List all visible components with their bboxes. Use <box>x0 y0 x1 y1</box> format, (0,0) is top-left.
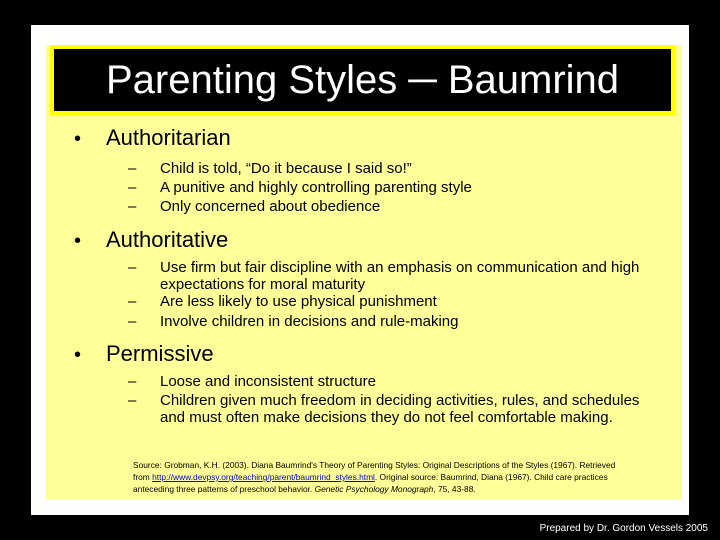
dash-icon: – <box>128 259 137 276</box>
source-text: . Original source: Baumrind, Diana (1967). Child care practices anteceding three patterns of preschool behavior. <box>133 472 608 494</box>
sub-item <box>128 373 650 390</box>
bullet-dot-icon: • <box>74 230 82 252</box>
sub-item-text: A punitive and highly controlling parenting style <box>160 179 472 196</box>
source-journal: Genetic Psychology Monograph <box>314 484 434 494</box>
sub-item-text: Only concerned about obedience <box>160 198 381 215</box>
source-citation <box>133 459 633 495</box>
sub-item <box>128 259 650 293</box>
sub-item-text: Loose and inconsistent structure <box>160 373 376 390</box>
source-text: Source: Grobman, K.H. (2003). Diana Baumrind's Theory of Parenting Styles: Original Descriptions of the Styles (1967). Retrieved from <box>133 460 616 482</box>
footer-credit: Prepared by Dr. Gordon Vessels 2005 <box>539 523 708 534</box>
bullet-dot-icon: • <box>74 128 82 150</box>
sub-item-text: Children given much freedom in deciding activities, rules, and schedules and must often make decisions they do not feel comfortable making. <box>160 392 640 426</box>
source-link[interactable]: http://www.devpsy.org/teaching/parent/baumrind_styles.html <box>152 472 375 482</box>
dash-icon: – <box>128 313 137 330</box>
sub-item <box>128 392 650 426</box>
dash-icon: – <box>128 293 137 310</box>
bullet-authoritarian <box>74 125 231 151</box>
dash-icon: – <box>128 198 137 215</box>
sub-item-text: Are less likely to use physical punishment <box>160 293 437 310</box>
sub-item-text: Use firm but fair discipline with an emphasis on communication and high expectations for moral maturity <box>160 259 640 293</box>
sub-item-text: Child is told, “Do it because I said so!” <box>160 160 412 177</box>
bullet-heading: Permissive <box>106 341 214 366</box>
sub-item-text: Involve children in decisions and rule-making <box>160 313 459 330</box>
dash-icon: – <box>128 179 137 196</box>
bullet-heading: Authoritarian <box>106 125 231 150</box>
sub-item <box>128 160 650 177</box>
title-box <box>50 45 675 115</box>
bullet-dot-icon: • <box>74 344 82 366</box>
sub-item <box>128 293 650 310</box>
sub-item <box>128 313 650 330</box>
sub-item <box>128 198 650 215</box>
source-text: , 75, 43-88. <box>433 484 476 494</box>
sub-item <box>128 179 650 196</box>
bullet-heading: Authoritative <box>106 227 229 252</box>
dash-icon: – <box>128 373 137 390</box>
bullet-authoritative <box>74 227 228 253</box>
dash-icon: – <box>128 160 137 177</box>
bullet-permissive <box>74 341 214 367</box>
dash-icon: – <box>128 392 137 409</box>
slide-title: Parenting Styles ─ Baumrind <box>105 58 620 102</box>
